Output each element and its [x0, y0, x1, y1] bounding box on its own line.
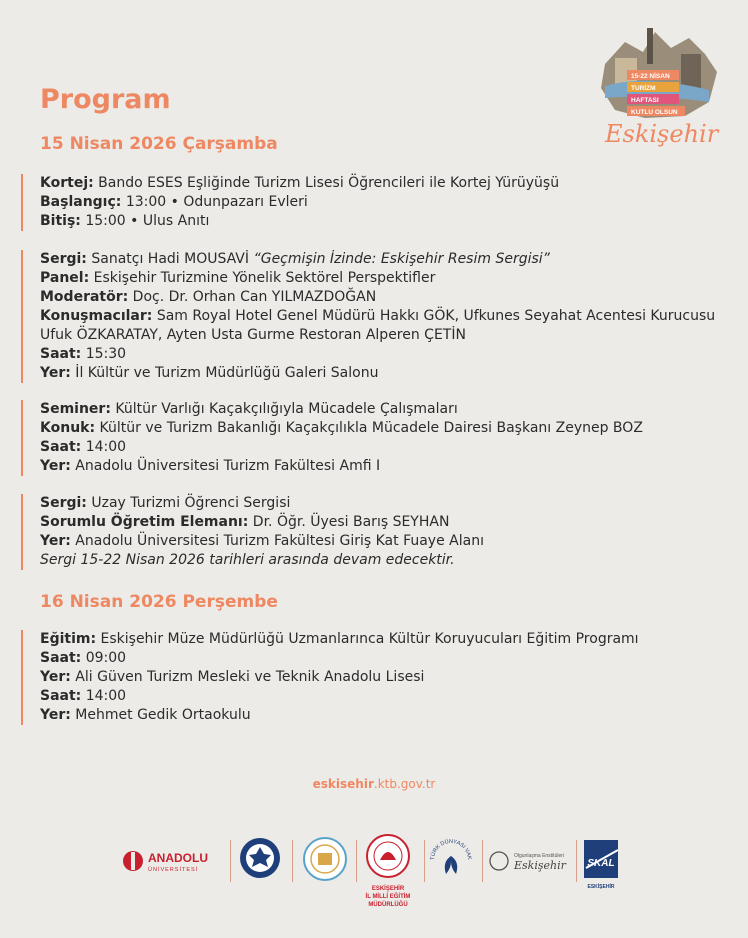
event-value: Uzay Turizmi Öğrenci Sergisi — [86, 495, 291, 511]
event-value: Doç. Dr. Orhan Can YILMAZDOĞAN — [128, 289, 377, 305]
event-line — [40, 419, 740, 438]
olgunlasma-city: Eskişehir — [514, 859, 566, 872]
meb-line-2: İL MİLLİ EĞİTİM — [365, 894, 411, 900]
badge-line-1: 15-22 NİSAN — [631, 73, 670, 80]
logo-separator — [482, 840, 483, 882]
event-label: Sergi: — [40, 251, 87, 267]
event-label: Saat: — [40, 688, 82, 704]
website-domain-rest: .ktb.gov.tr — [373, 777, 436, 791]
event-label: Moderatör: — [40, 289, 129, 305]
olgunlasma-small: Olgunlaşma Enstitüleri — [514, 853, 565, 859]
event-label: Panel: — [40, 270, 90, 286]
event-line — [40, 687, 740, 706]
event-line — [40, 250, 740, 269]
website-link[interactable] — [0, 777, 748, 791]
event-label: Bitiş: — [40, 213, 81, 229]
day-heading: 16 Nisan 2026 Perşembe — [40, 592, 278, 612]
anadolu-universitesi-logo — [120, 846, 220, 876]
event-line — [40, 532, 740, 551]
event-line — [40, 706, 740, 725]
event-line — [40, 668, 740, 687]
event-title-italic: “Geçmişin İzinde: Eskişehir Resim Sergisi” — [253, 251, 550, 267]
event-value: 09:00 — [81, 650, 127, 666]
website-domain-bold: eskisehir — [312, 777, 374, 791]
event-label: Yer: — [40, 365, 71, 381]
event-label: Yer: — [40, 533, 71, 549]
meb-logo — [360, 832, 416, 914]
skal-city: ESKİŞEHİR — [587, 884, 615, 890]
event-value: Kültür ve Turizm Bakanlığı Kaçakçılıkla Mücadele Dairesi Başkanı Zeynep BOZ — [95, 420, 643, 436]
event-line — [40, 345, 740, 364]
event-value: Bando ESES Eşliğinde Turizm Lisesi Öğrencileri ile Kortej Yürüyüşü — [93, 175, 560, 191]
event-value: 13:00 • Odunpazarı Evleri — [121, 194, 308, 210]
event-line — [40, 630, 740, 649]
event-block — [21, 494, 740, 570]
logo-separator — [292, 840, 293, 882]
event-label: Eğitim: — [40, 631, 97, 647]
event-value: Anadolu Üniversitesi Turizm Fakültesi Giriş Kat Fuaye Alanı — [70, 533, 484, 549]
skal-text: SKAL — [587, 858, 615, 869]
event-value: 14:00 — [81, 439, 127, 455]
event-block — [21, 630, 740, 725]
event-line — [40, 288, 740, 307]
event-value: Eskişehir Müze Müdürlüğü Uzmanlarınca Kültür Koruyucuları Eğitim Programı — [96, 631, 639, 647]
event-line — [40, 212, 740, 231]
logo-separator — [576, 840, 577, 882]
event-value: 14:00 — [81, 688, 127, 704]
event-line — [40, 364, 740, 383]
event-value: Sanatçı Hadi MOUSAVİ — [86, 251, 254, 267]
event-block — [21, 250, 740, 383]
turk-dunyasi-text: TÜRK DÜNYASI VAK — [429, 838, 473, 861]
anadolu-name: ANADOLU — [148, 851, 208, 865]
event-value: Mehmet Gedik Ortaokulu — [70, 707, 251, 723]
turizm-haftasi-logo — [585, 24, 725, 152]
event-value: Ali Güven Turizm Mesleki ve Teknik Anadolu Lisesi — [70, 669, 425, 685]
logo-separator — [230, 840, 231, 882]
event-value: 15:30 — [81, 346, 127, 362]
skal-logo — [582, 838, 622, 892]
event-note: Sergi 15-22 Nisan 2026 tarihleri arasında devam edecektir. — [40, 552, 455, 568]
event-line — [40, 438, 740, 457]
event-label: Kortej: — [40, 175, 94, 191]
collage-tower — [647, 28, 653, 64]
event-label: Saat: — [40, 346, 82, 362]
event-line — [40, 551, 740, 570]
event-label: Sorumlu Öğretim Elemanı: — [40, 514, 249, 530]
event-label: Başlangıç: — [40, 194, 122, 210]
event-value: 15:00 • Ulus Anıtı — [80, 213, 210, 229]
event-value: Kültür Varlığı Kaçakçılığıyla Mücadele Çalışmaları — [110, 401, 458, 417]
badge-line-4: KUTLU OLSUN — [631, 109, 678, 116]
page-title: Program — [40, 84, 171, 115]
event-line — [40, 494, 740, 513]
event-label: Saat: — [40, 439, 82, 455]
meb-line-3: MÜDÜRLÜĞÜ — [368, 902, 408, 908]
event-value: Eskişehir Turizmine Yönelik Sektörel Perspektifler — [89, 270, 436, 286]
badge-line-2: TURİZM — [631, 85, 656, 92]
event-line — [40, 193, 740, 212]
event-line — [40, 400, 740, 419]
event-label: Sergi: — [40, 495, 87, 511]
event-block — [21, 174, 740, 231]
meb-line-1: ESKİŞEHİR — [371, 886, 405, 892]
event-value: İl Kültür ve Turizm Müdürlüğü Galeri Salonu — [70, 365, 379, 381]
logo-separator — [424, 840, 425, 882]
event-label: Konuşmacılar: — [40, 308, 153, 324]
event-line — [40, 269, 740, 288]
event-block — [21, 400, 740, 476]
event-label: Yer: — [40, 458, 71, 474]
city-script: Eskişehir — [605, 120, 719, 148]
badge-line-3: HAFTASI — [631, 97, 659, 104]
event-line — [40, 307, 740, 345]
event-line — [40, 174, 740, 193]
event-label: Yer: — [40, 707, 71, 723]
event-label: Seminer: — [40, 401, 111, 417]
event-label: Saat: — [40, 650, 82, 666]
day-heading: 15 Nisan 2026 Çarşamba — [40, 134, 278, 154]
olgunlasma-enstitusu-logo — [488, 846, 572, 876]
event-label: Yer: — [40, 669, 71, 685]
event-line — [40, 457, 740, 476]
university-seal-logo — [238, 836, 282, 880]
partner-logos — [120, 832, 630, 914]
event-label: Konuk: — [40, 420, 96, 436]
event-line — [40, 649, 740, 668]
logo-separator — [356, 840, 357, 882]
municipality-seal-logo — [302, 836, 348, 882]
turk-dunyasi-vakfi-logo — [428, 836, 474, 882]
event-line — [40, 513, 740, 532]
event-value: Anadolu Üniversitesi Turizm Fakültesi Amfi I — [70, 458, 381, 474]
event-value: Sam Royal Hotel Genel Müdürü Hakkı GÖK, Ufkunes Seyahat Acentesi Kurucusu Ufuk ÖZKARATAY, Ayten Usta Gurme Restoran Alperen ÇETİN — [40, 308, 716, 343]
event-value: Dr. Öğr. Üyesi Barış SEYHAN — [248, 514, 450, 530]
anadolu-sub: ÜNİVERSİTESİ — [148, 867, 199, 873]
